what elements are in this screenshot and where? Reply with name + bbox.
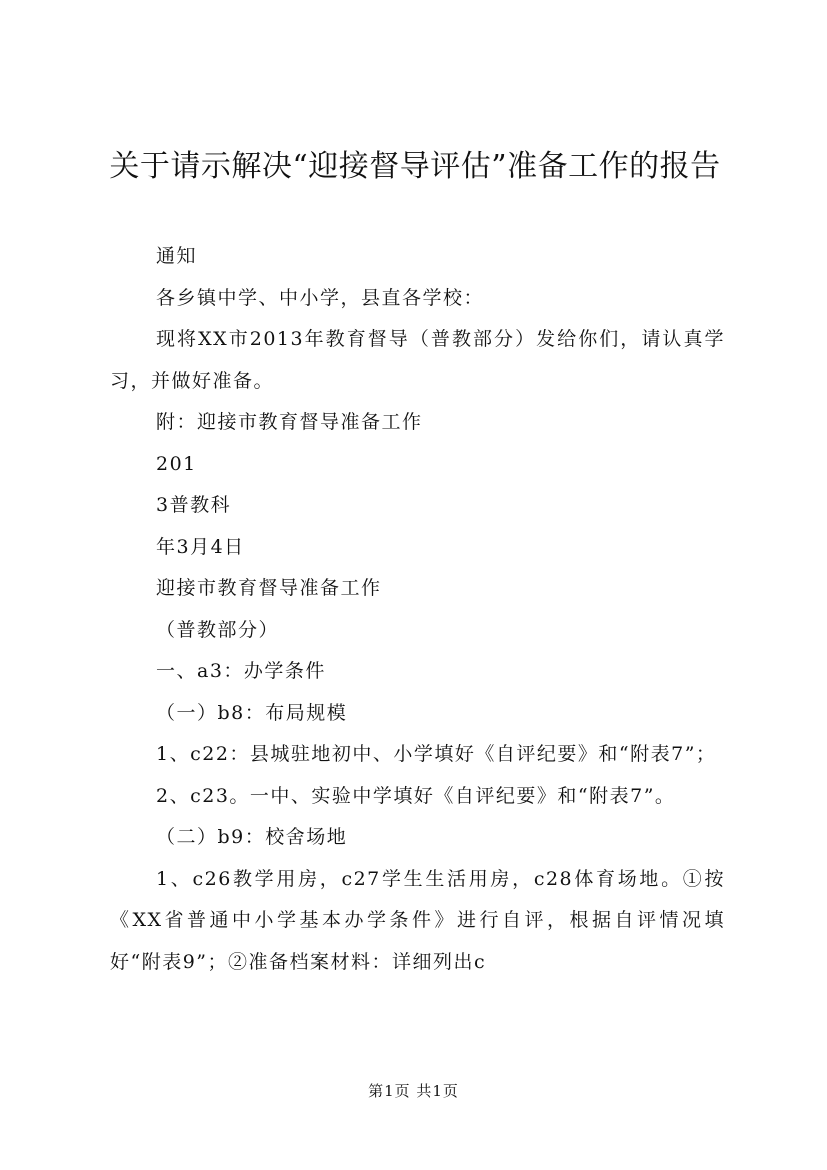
document-title: 关于请示解决“迎接督导评估”准备工作的报告 [109,149,721,184]
paragraph-item-c22: 1、c22：县城驻地初中、小学填好《自评纪要》和“附表7”； [156,743,717,765]
page-footer: 第1页 共1页 [368,1082,459,1100]
paragraph-heading-b9: （二）b9：校舍场地 [156,826,348,848]
paragraph-attachment: 附：迎接市教育督导准备工作 [156,411,423,433]
paragraph-section-title: 迎接市教育督导准备工作 [156,577,382,599]
paragraph-year-part: 201 [156,452,197,475]
paragraph-date: 年3月4日 [156,535,245,558]
paragraph-notice-body: 现将XX市2013年教育督导（普教部分）发给你们，请认真学习，并做好准备。 [110,328,725,392]
paragraph-heading-a3: 一、a3：办学条件 [156,660,326,682]
paragraph-section-subtitle: （普教部分） [156,618,280,641]
paragraph-department: 3普教科 [156,494,232,516]
document-body [110,236,725,983]
paragraph-item-c26: 1、c26教学用房，c27学生生活用房，c28体育场地。①按《XX省普通中小学基本办学条件》进行自评，根据自评情况填好“附表9”；②准备档案材料：详细列出c [110,867,725,973]
paragraph-recipients: 各乡镇中学、中小学，县直各学校： [156,286,485,309]
paragraph-heading-b8: （一）b8：布局规模 [156,701,348,724]
paragraph-item-c23: 2、c23。一中、实验中学填好《自评纪要》和“附表7”。 [156,784,676,807]
paragraph-notice-label: 通知 [156,245,198,267]
